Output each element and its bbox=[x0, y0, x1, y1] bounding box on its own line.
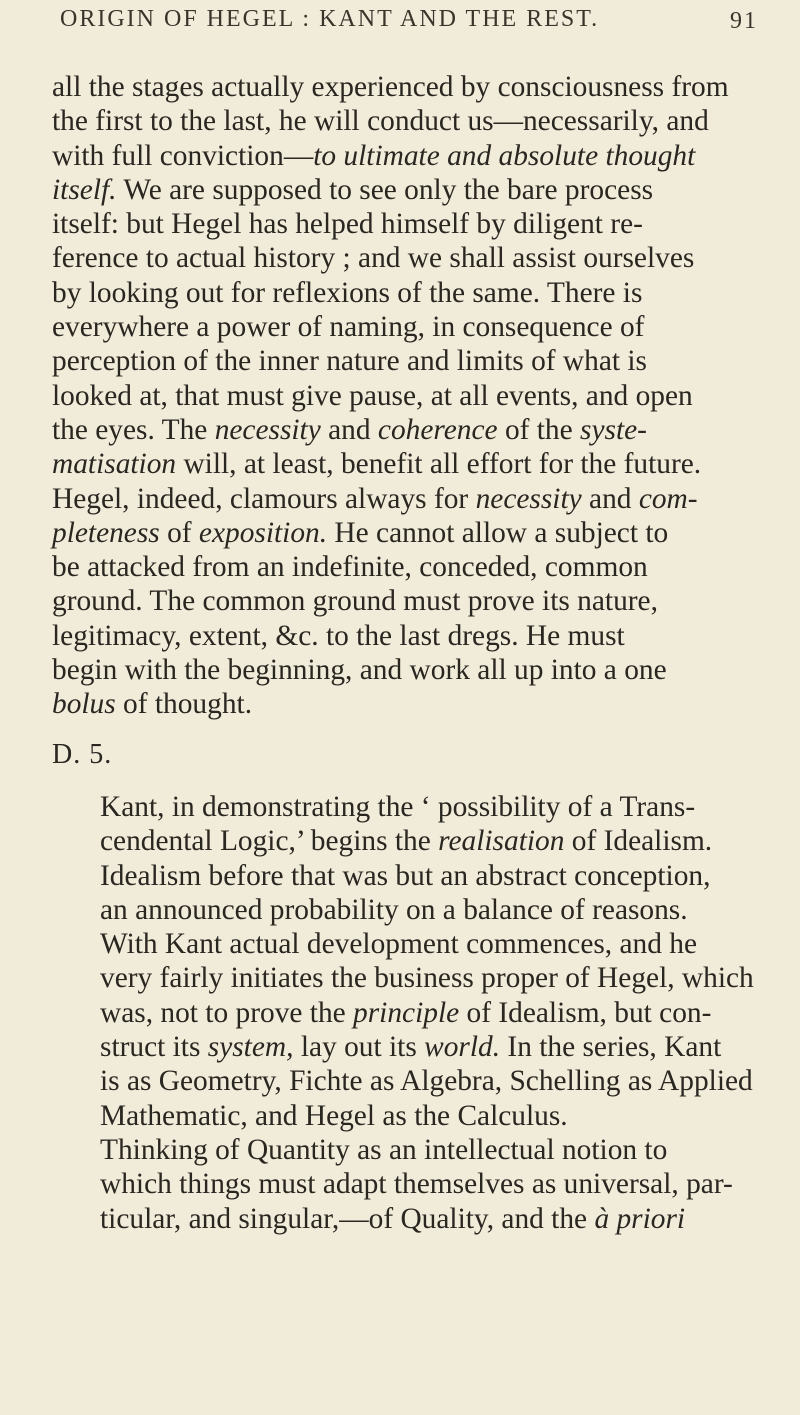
italic-text: coherence bbox=[377, 413, 498, 446]
italic-text: exposition. bbox=[198, 516, 328, 549]
text-line bbox=[52, 379, 772, 413]
text-run: Thinking of Quantity as an intellectual notion to bbox=[100, 1133, 668, 1166]
text-run: ference to actual history ; and we shall assist ourselves bbox=[52, 242, 695, 275]
italic-text: realisation bbox=[438, 825, 565, 858]
text-line bbox=[52, 482, 772, 516]
text-line bbox=[52, 516, 772, 550]
text-run: of Idealism. bbox=[564, 825, 713, 858]
text-run: and bbox=[320, 413, 378, 446]
page-number: 91 bbox=[730, 8, 758, 34]
text-line bbox=[52, 310, 772, 344]
italic-text: to ultimate and absolute thought bbox=[313, 139, 696, 172]
italic-text: necessity bbox=[214, 413, 321, 446]
section-heading: D. 5. bbox=[52, 738, 113, 770]
text-run: will, at least, benefit all effort for the future. bbox=[176, 448, 702, 481]
text-line bbox=[52, 276, 772, 310]
italic-text: itself. bbox=[52, 173, 117, 206]
italic-text: bolus bbox=[52, 688, 116, 721]
italic-text: principle bbox=[353, 996, 460, 1029]
text-run: Hegel, indeed, clamours always for bbox=[52, 482, 476, 515]
paragraph-continued bbox=[52, 70, 772, 722]
text-line bbox=[52, 584, 772, 618]
text-run: of the bbox=[497, 413, 581, 446]
text-line bbox=[52, 1030, 772, 1064]
text-line bbox=[52, 927, 772, 961]
text-run: the eyes. The bbox=[52, 413, 215, 446]
text-run: of bbox=[159, 516, 199, 549]
text-line bbox=[52, 207, 772, 241]
text-line bbox=[52, 824, 772, 858]
text-line bbox=[52, 1167, 772, 1201]
italic-text: system, bbox=[207, 1031, 294, 1064]
text-run: perception of the inner nature and limits of what is bbox=[52, 345, 647, 378]
text-run: an announced probability on a balance of reasons. bbox=[100, 893, 688, 926]
text-run: which things must adapt themselves as universal, par- bbox=[100, 1168, 733, 1201]
body-text bbox=[52, 70, 772, 1236]
text-line bbox=[52, 859, 772, 893]
text-run: Idealism before that was but an abstract conception, bbox=[100, 859, 711, 892]
text-run: was, not to prove the bbox=[100, 996, 354, 1029]
text-line bbox=[52, 1099, 772, 1133]
text-line bbox=[52, 344, 772, 378]
text-line bbox=[52, 1064, 772, 1098]
running-title: ORIGIN OF HEGEL : KANT AND THE REST. bbox=[60, 6, 600, 32]
italic-text: matisation bbox=[52, 448, 177, 481]
text-line bbox=[52, 1133, 772, 1167]
italic-text: pleteness bbox=[52, 516, 160, 549]
paragraph-quantity bbox=[52, 1133, 772, 1236]
text-line bbox=[52, 173, 772, 207]
text-run: begin with the beginning, and work all up into a one bbox=[52, 654, 667, 687]
italic-text: necessity bbox=[475, 482, 582, 515]
text-line bbox=[52, 996, 772, 1030]
text-run: by looking out for reflexions of the same. There is bbox=[52, 276, 643, 309]
text-run: We are supposed to see only the bare process bbox=[116, 173, 654, 206]
text-run: lay out its bbox=[293, 1031, 425, 1064]
paragraph-kant bbox=[52, 790, 772, 1133]
text-line bbox=[52, 1202, 772, 1236]
text-line bbox=[52, 104, 772, 138]
text-run: In the series, Kant bbox=[500, 1031, 722, 1064]
text-line bbox=[52, 550, 772, 584]
text-run: Mathematic, and Hegel as the Calculus. bbox=[100, 1099, 568, 1132]
text-run: all the stages actually experienced by consciousness from bbox=[52, 71, 729, 103]
italic-text: à priori bbox=[594, 1202, 686, 1235]
text-line bbox=[52, 447, 772, 481]
text-run: everywhere a power of naming, in consequence of bbox=[52, 311, 645, 344]
italic-text: com- bbox=[638, 482, 698, 515]
text-run: itself: but Hegel has helped himself by diligent re- bbox=[52, 208, 643, 241]
text-run: legitimacy, extent, &c. to the last dregs. He must bbox=[52, 619, 625, 652]
text-run: ground. The common ground must prove its nature, bbox=[52, 585, 658, 618]
text-run: is as Geometry, Fichte as Algebra, Schelling as Applied bbox=[100, 1065, 753, 1098]
text-run: with full conviction— bbox=[52, 139, 314, 172]
text-run: ticular, and singular,—of Quality, and the bbox=[100, 1202, 595, 1235]
text-run: struct its bbox=[100, 1031, 208, 1064]
text-line bbox=[52, 413, 772, 447]
text-line bbox=[52, 653, 772, 687]
text-run: He cannot allow a subject to bbox=[327, 516, 669, 549]
text-run: be attacked from an indefinite, conceded, common bbox=[52, 551, 648, 584]
text-line bbox=[52, 139, 772, 173]
text-run: cendental Logic,’ begins the bbox=[100, 825, 439, 858]
text-line bbox=[52, 241, 772, 275]
text-line bbox=[52, 893, 772, 927]
text-line bbox=[52, 70, 772, 104]
text-run: With Kant actual development commences, and he bbox=[100, 928, 698, 961]
text-run: the first to the last, he will conduct us—necessarily, and bbox=[52, 105, 709, 138]
text-run: and bbox=[581, 482, 639, 515]
text-run: of Idealism, but con- bbox=[459, 996, 712, 1029]
text-line bbox=[52, 961, 772, 995]
italic-text: world. bbox=[424, 1031, 501, 1064]
text-run: Kant, in demonstrating the ‘ possibility of a Trans- bbox=[100, 790, 696, 823]
text-line bbox=[52, 790, 772, 824]
text-line bbox=[52, 687, 772, 721]
text-run: looked at, that must give pause, at all events, and open bbox=[52, 379, 693, 412]
text-run: of thought. bbox=[115, 688, 253, 721]
text-run: very fairly initiates the business proper of Hegel, which bbox=[100, 962, 754, 995]
italic-text: syste- bbox=[580, 413, 647, 446]
text-line bbox=[52, 619, 772, 653]
